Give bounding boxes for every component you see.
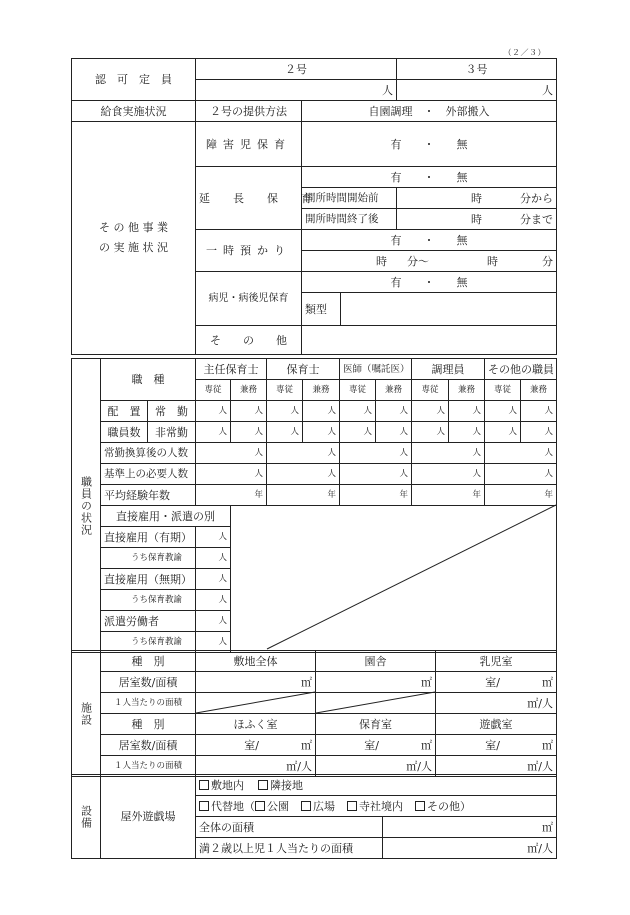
sick-care-yes-no[interactable]: 有 ・ 無 xyxy=(302,272,557,293)
playroom-area[interactable]: 室/ ㎡ xyxy=(436,735,557,756)
dispatched-teacher-count[interactable]: 人 xyxy=(196,632,231,653)
total-area-label: 全体の面積 xyxy=(196,817,383,838)
staff-count-label: 職員数 xyxy=(101,422,148,443)
building-per-person xyxy=(316,693,436,714)
parttime-header: 兼務 xyxy=(231,380,267,401)
playground-label: 屋外遊戯場 xyxy=(101,775,196,859)
temporary-care-time[interactable]: 時 分〜 時 分 xyxy=(302,251,557,272)
nonregular-count[interactable]: 人 xyxy=(196,422,231,443)
other-field[interactable] xyxy=(302,326,557,355)
playroom-per-person[interactable]: ㎡/人 xyxy=(436,756,557,777)
capacity-3-header: ３号 xyxy=(397,59,557,80)
nursery-room-area[interactable]: 室/ ㎡ xyxy=(316,735,436,756)
after-close-time[interactable]: 時 分まで xyxy=(397,209,557,230)
meal-options[interactable]: 自園調理 ・ 外部搬入 xyxy=(302,101,557,122)
per-person-label: １人当たりの面積 xyxy=(101,693,196,714)
nonregular-count[interactable]: 人 xyxy=(521,422,557,443)
direct-permanent-label: 直接雇用（無期） xyxy=(101,569,196,590)
parttime-header: 兼務 xyxy=(521,380,557,401)
fte-value[interactable]: 人 xyxy=(267,443,340,464)
building-header: 園舎 xyxy=(316,651,436,672)
required-label: 基準上の必要人数 xyxy=(101,464,196,485)
avg-exp-value[interactable]: 年 xyxy=(196,485,267,506)
park-checkbox[interactable] xyxy=(255,801,265,811)
site-total-area[interactable]: ㎡ xyxy=(196,672,316,693)
meal-provision-label: ２号の提供方法 xyxy=(196,101,302,122)
sick-care-type-label: 類型 xyxy=(302,293,341,326)
facility-type-label: 種 別 xyxy=(101,714,196,735)
playground-location-row1[interactable]: 敷地内 隣接地 xyxy=(196,775,557,796)
fte-value[interactable]: 人 xyxy=(412,443,485,464)
nonregular-count[interactable]: 人 xyxy=(231,422,267,443)
regular-count[interactable]: 人 xyxy=(231,401,267,422)
staff-table xyxy=(71,358,557,653)
fulltime-header: 専従 xyxy=(267,380,303,401)
nonregular-count[interactable]: 人 xyxy=(449,422,485,443)
staff-section-label: 職員の状況 xyxy=(72,359,101,653)
nonregular-count[interactable]: 人 xyxy=(267,422,303,443)
temple-checkbox[interactable] xyxy=(347,801,357,811)
temporary-care-yes-no[interactable]: 有 ・ 無 xyxy=(302,230,557,251)
fulltime-header: 専従 xyxy=(485,380,521,401)
facility-type-label: 種 別 xyxy=(101,651,196,672)
fulltime-header: 専従 xyxy=(412,380,449,401)
avg-exp-value[interactable]: 年 xyxy=(485,485,557,506)
sick-care-label: 病児・病後児保育 xyxy=(196,272,302,326)
direct-fixed-teacher-count[interactable]: 人 xyxy=(196,548,231,569)
nursery-room-header: 保育室 xyxy=(316,714,436,735)
crawling-room-header: ほふく室 xyxy=(196,714,316,735)
page-number: （２／３） xyxy=(503,48,546,57)
per-child-area-label: 満２歳以上児１人当たりの面積 xyxy=(196,838,383,859)
direct-fixed-count[interactable]: 人 xyxy=(196,527,231,548)
plaza-checkbox[interactable] xyxy=(301,801,311,811)
regular-count[interactable]: 人 xyxy=(449,401,485,422)
parttime-header: 兼務 xyxy=(303,380,340,401)
disabled-care-label: 障害児保育 xyxy=(196,122,302,167)
regular-count[interactable]: 人 xyxy=(267,401,303,422)
infant-room-header: 乳児室 xyxy=(436,651,557,672)
other-checkbox[interactable] xyxy=(415,801,425,811)
fulltime-header: 専従 xyxy=(196,380,231,401)
job-other: その他の職員 xyxy=(485,359,557,380)
capacity-2-field[interactable]: 人 xyxy=(196,80,397,101)
area-label: 居室数/面積 xyxy=(101,735,196,756)
regular-count[interactable]: 人 xyxy=(340,401,376,422)
disabled-care-yes-no[interactable]: 有 ・ 無 xyxy=(302,122,557,167)
fulltime-header: 専従 xyxy=(340,380,376,401)
site-total-header: 敷地全体 xyxy=(196,651,316,672)
dispatched-teacher-label: うち保育教諭 xyxy=(101,632,196,653)
direct-permanent-teacher-label: うち保育教諭 xyxy=(101,590,196,611)
direct-fixed-label: 直接雇用（有期） xyxy=(101,527,196,548)
direct-fixed-teacher-label: うち保育教諭 xyxy=(101,548,196,569)
temporary-care-label: 一時預かり xyxy=(196,230,302,272)
infant-room-per-person[interactable]: ㎡/人 xyxy=(436,693,557,714)
playground-location-row2[interactable]: 代替地（ 公園 広場 寺社境内 その他） xyxy=(196,796,557,817)
parttime-header: 兼務 xyxy=(449,380,485,401)
fte-label: 常勤換算後の人数 xyxy=(101,443,196,464)
other-services-label: そ の 他 事 業 の 実 施 状 況 xyxy=(72,122,196,355)
job-type-label: 職 種 xyxy=(101,359,196,401)
sick-care-type-field[interactable] xyxy=(341,293,557,326)
crawling-room-area[interactable]: 室/ ㎡ xyxy=(196,735,316,756)
parttime-header: 兼務 xyxy=(376,380,412,401)
regular-count[interactable]: 人 xyxy=(196,401,231,422)
required-value[interactable]: 人 xyxy=(196,464,267,485)
nursery-room-per-person[interactable]: ㎡/人 xyxy=(316,756,436,777)
nonregular-label: 非常勤 xyxy=(148,422,196,443)
dispatched-count[interactable]: 人 xyxy=(196,611,231,632)
other-label: そ の 他 xyxy=(196,326,302,355)
facility-table xyxy=(71,650,557,777)
before-open-time[interactable]: 時 分から xyxy=(397,188,557,209)
nonregular-count[interactable]: 人 xyxy=(340,422,376,443)
placement-label: 配 置 xyxy=(101,401,148,422)
nonregular-count[interactable]: 人 xyxy=(376,422,412,443)
regular-count[interactable]: 人 xyxy=(303,401,340,422)
regular-label: 常 勤 xyxy=(148,401,196,422)
total-area-value[interactable]: ㎡ xyxy=(383,817,557,838)
meal-label: 給食実施状況 xyxy=(72,101,196,122)
fte-value[interactable]: 人 xyxy=(196,443,267,464)
employment-header: 直接雇用・派遣の別 xyxy=(101,506,231,527)
extended-care-yes-no[interactable]: 有 ・ 無 xyxy=(302,167,557,188)
extended-care-label: 延 長 保 育 xyxy=(196,167,302,230)
regular-count[interactable]: 人 xyxy=(376,401,412,422)
required-value[interactable]: 人 xyxy=(485,464,557,485)
crawling-room-per-person[interactable]: ㎡/人 xyxy=(196,756,316,777)
facility-section-label: 施設 xyxy=(72,651,101,777)
before-open-label: 開所時間開始前 xyxy=(302,188,397,209)
job-head-nurse: 主任保育士 xyxy=(196,359,267,380)
required-value[interactable]: 人 xyxy=(267,464,340,485)
job-nurse: 保育士 xyxy=(267,359,340,380)
dispatched-label: 派遣労働者 xyxy=(101,611,196,632)
site-total-per-person xyxy=(196,693,316,714)
equipment-section-label: 設備 xyxy=(72,775,101,859)
avg-exp-value[interactable]: 年 xyxy=(340,485,412,506)
avg-exp-value[interactable]: 年 xyxy=(267,485,340,506)
job-cook: 調理員 xyxy=(412,359,485,380)
on-site-checkbox[interactable] xyxy=(199,780,209,790)
regular-count[interactable]: 人 xyxy=(521,401,557,422)
adjacent-checkbox[interactable] xyxy=(258,780,268,790)
playroom-header: 遊戯室 xyxy=(436,714,557,735)
direct-permanent-teacher-count[interactable]: 人 xyxy=(196,590,231,611)
avg-exp-label: 平均経験年数 xyxy=(101,485,196,506)
nonregular-count[interactable]: 人 xyxy=(485,422,521,443)
infant-room-area[interactable]: 室/ ㎡ xyxy=(436,672,557,693)
regular-count[interactable]: 人 xyxy=(485,401,521,422)
after-close-label: 開所時間終了後 xyxy=(302,209,397,230)
capacity-3-field[interactable]: 人 xyxy=(397,80,557,101)
nonregular-count[interactable]: 人 xyxy=(412,422,449,443)
regular-count[interactable]: 人 xyxy=(412,401,449,422)
per-person-label: １人当たりの面積 xyxy=(101,756,196,777)
required-value[interactable]: 人 xyxy=(412,464,485,485)
avg-exp-value[interactable]: 年 xyxy=(412,485,485,506)
staff-blank-area xyxy=(231,506,557,653)
required-value[interactable]: 人 xyxy=(340,464,412,485)
capacity-2-header: ２号 xyxy=(196,59,397,80)
direct-permanent-count[interactable]: 人 xyxy=(196,569,231,590)
fte-value[interactable]: 人 xyxy=(340,443,412,464)
per-child-area-value[interactable]: ㎡/人 xyxy=(383,838,557,859)
equipment-table xyxy=(71,774,557,859)
building-area[interactable]: ㎡ xyxy=(316,672,436,693)
alternative-checkbox[interactable] xyxy=(199,801,209,811)
job-doctor: 医師（嘱託医） xyxy=(340,359,412,380)
fte-value[interactable]: 人 xyxy=(485,443,557,464)
nonregular-count[interactable]: 人 xyxy=(303,422,340,443)
area-label: 居室数/面積 xyxy=(101,672,196,693)
capacity-label: 認 可 定 員 xyxy=(72,59,196,101)
capacity-services-table xyxy=(71,58,557,355)
